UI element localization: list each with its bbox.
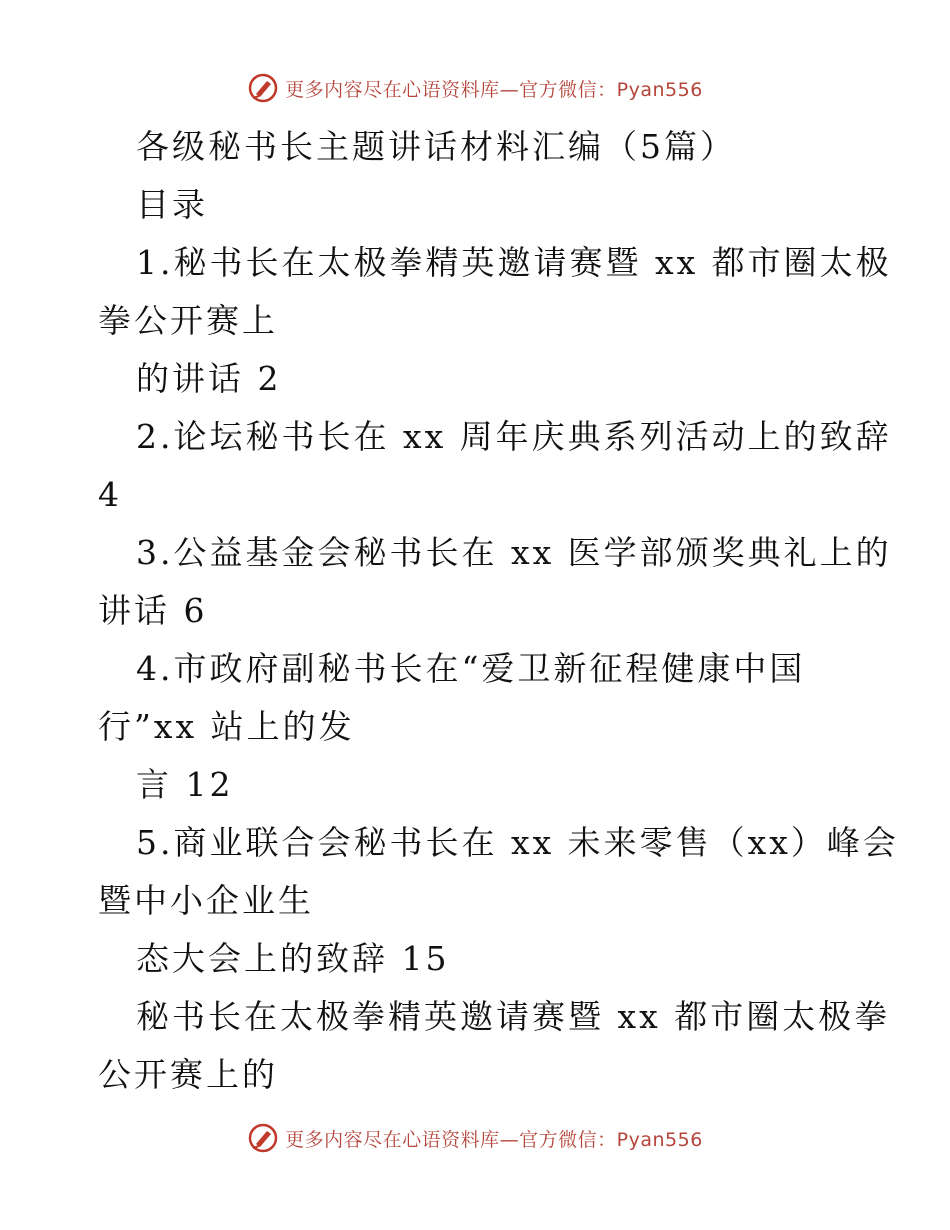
document-title: 各级秘书长主题讲话材料汇编（5篇） <box>136 127 736 166</box>
toc-item-continued: 暨中小企业生 <box>98 881 314 920</box>
section-heading: 秘书长在太极拳精英邀请赛暨 xx 都市圈太极拳 <box>136 997 891 1036</box>
toc-item: 4.市政府副秘书长在“爱卫新征程健康中国 <box>136 649 806 688</box>
pen-seal-icon <box>247 1122 279 1154</box>
toc-item-continued: 言 12 <box>136 765 234 804</box>
footer-banner <box>0 1122 950 1154</box>
header-banner <box>0 72 950 104</box>
toc-item-continued: 4 <box>98 475 122 514</box>
toc-item-continued: 态大会上的致辞 15 <box>136 939 450 978</box>
toc-item: 5.商业联合会秘书长在 xx 未来零售（xx）峰会 <box>136 823 899 862</box>
toc-item: 3.公益基金会秘书长在 xx 医学部颁奖典礼上的 <box>136 533 892 572</box>
section-heading-continued: 公开赛上的 <box>98 1055 278 1094</box>
toc-item: 1.秘书长在太极拳精英邀请赛暨 xx 都市圈太极 <box>136 243 892 282</box>
pen-seal-icon <box>247 72 279 104</box>
toc-item-continued: 拳公开赛上 <box>98 301 278 340</box>
toc-heading: 目录 <box>136 185 208 224</box>
footer-banner-text: 更多内容尽在心语资料库—官方微信：Pyan556 <box>285 1128 703 1151</box>
document-body <box>98 118 899 1104</box>
toc-item-continued: 行”xx 站上的发 <box>98 707 355 746</box>
header-banner-text: 更多内容尽在心语资料库—官方微信：Pyan556 <box>285 78 703 101</box>
toc-item-continued: 讲话 6 <box>98 591 208 630</box>
toc-item-continued: 的讲话 2 <box>136 359 282 398</box>
toc-item: 2.论坛秘书长在 xx 周年庆典系列活动上的致辞 <box>136 417 892 456</box>
